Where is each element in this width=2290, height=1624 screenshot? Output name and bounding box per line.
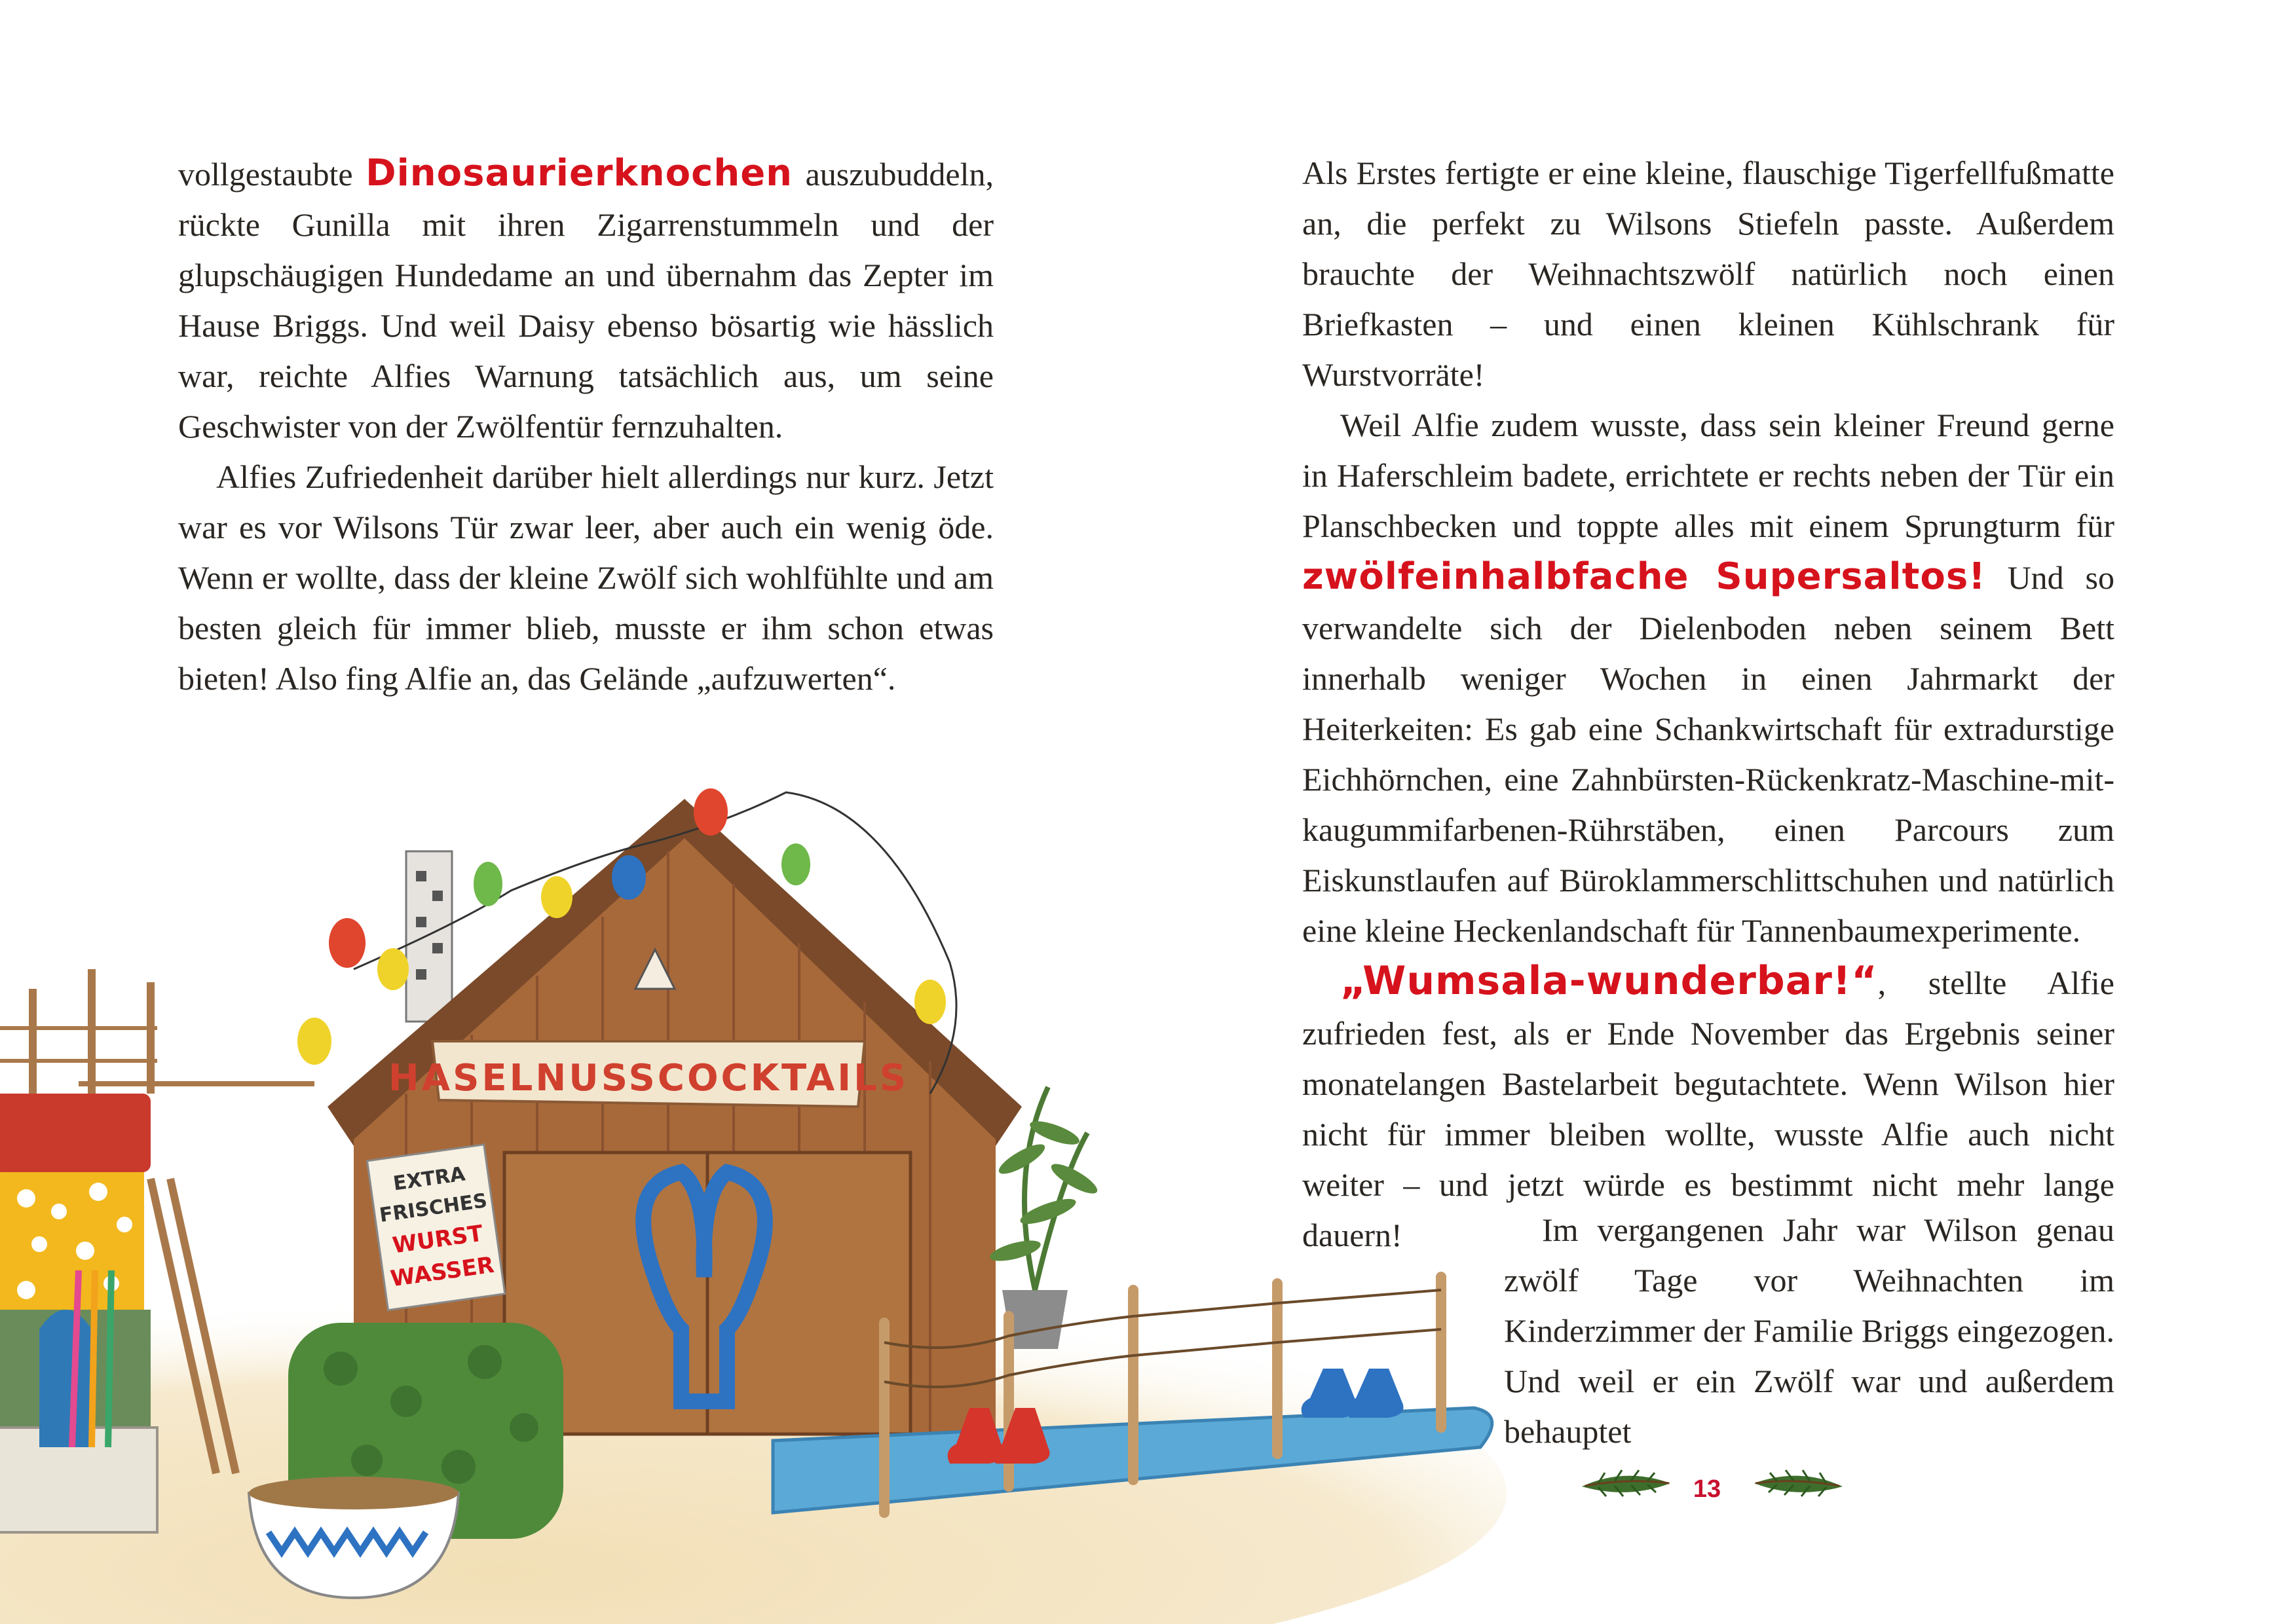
right-paragraph-4: Im vergangenen Jahr war Wilson genau zwölf Tage vor Weihnachten im Kinderzimmer der Familie Briggs eingezogen. Und weil er ein Zwölf war und außerdem behauptet bbox=[1504, 1211, 2114, 1450]
highlight-wumsala: „Wumsala-wunderbar!“ bbox=[1340, 958, 1878, 1004]
sign-haselnuss: HASELNUSSCOCKTAILS bbox=[388, 1057, 909, 1099]
right-paragraph-1: Als Erstes fertigte er eine kleine, flauschige Tigerfellfußmatte an, die perfekt zu Wilsons Stiefeln passte. Außerdem brauchte der Weihnachtszwölf natürlich noch einen Briefkasten – und einen kleinen Kühlschrank für Wurstvorräte! bbox=[1302, 155, 2114, 393]
highlight-supersaltos: zwölfeinhalbfache Supersaltos! bbox=[1302, 555, 1986, 598]
page-number: 13 bbox=[1693, 1475, 1721, 1503]
fir-branch-right-icon bbox=[1748, 1464, 1846, 1503]
right-paragraph-2: Weil Alfie zudem wusste, dass sein kleiner Freund gerne in Haferschleim badete, errichtete er rechts neben der Tür ein Planschbecken und toppte alles mit einem Sprungturm für zwölfeinhalbfache Supersaltos! Und so verwandelte sich der Dielenboden neben seinem Bett innerhalb weniger Wochen in einen Jahrmarkt der Heiterkeiten: Es gab eine Schankwirtschaft für extradurstige Eichhörnchen, eine Zahnbürsten-Rückenkratz-Maschine-mit-kaugummifarbenen-Rührstäben, einen Parcours zum Eiskunstlaufen auf Büroklammerschlittschuhen und natürlich eine kleine Heckenlandschaft für Tannenbaumexperimente. bbox=[1302, 407, 2114, 949]
left-paragraph-2: Alfies Zufriedenheit darüber hielt allerdings nur kurz. Jetzt war es vor Wilsons Tür zwar leer, aber auch ein wenig öde. Wenn er wollte, dass der kleine Zwölf sich wohlfühlte und am besten gleich für immer blieb, musste er ihm schon etwas bieten! Also fing Alfie an, das Gelände „aufzuwerten“. bbox=[178, 458, 994, 697]
fence-left bbox=[0, 969, 314, 1094]
left-paragraph-1: vollgestaubte Dinosaurierknochen auszubuddeln, rückte Gunilla mit ihren Zigarrenstummeln und der glupschäugigen Hundedame an und übernahm das Zepter im Hause Briggs. Und weil Daisy ebenso bösartig wie hässlich war, reichte Alfies Warnung tatsächlich aus, um seine Geschwister von der Zwölfentür fernzuhalten. bbox=[178, 152, 994, 445]
right-paragraph-3: „Wumsala-wunderbar!“, stellte Alfie zufrieden fest, als er Ende November das Ergebnis seiner monatelangen Bastelarbeit begutachtete. Wenn Wilson hier nicht für immer bleiben wollte, wusste Alfie auch nicht weiter – und jetzt würde es bestimmt nicht mehr lange dauern! bbox=[1302, 958, 2114, 1253]
left-text-column bbox=[178, 148, 994, 704]
svg-text:EXTRA: EXTRA bbox=[392, 1162, 467, 1196]
svg-text:FRISCHES: FRISCHES bbox=[378, 1189, 489, 1227]
highlight-dinosaurierknochen: Dinosaurierknochen bbox=[366, 152, 793, 194]
svg-text:WASSER: WASSER bbox=[388, 1251, 496, 1293]
fir-branch-left-icon bbox=[1579, 1464, 1677, 1503]
illustration-scene bbox=[0, 753, 1507, 1624]
svg-text:WURST: WURST bbox=[390, 1220, 485, 1259]
